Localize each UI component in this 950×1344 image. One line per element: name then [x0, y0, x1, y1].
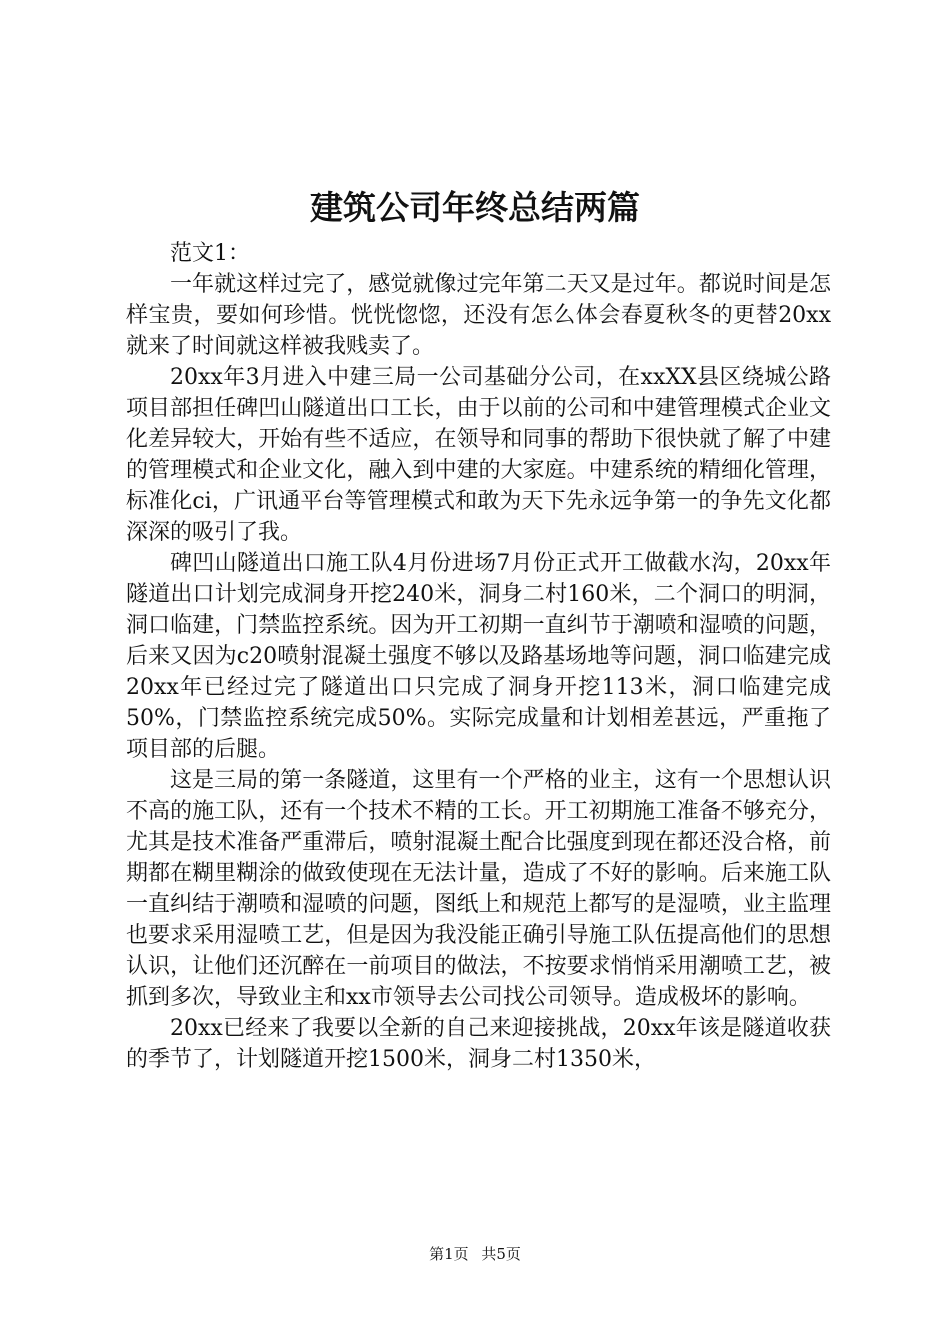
page-total: 共5页 [481, 1245, 521, 1263]
document-title: 建筑公司年终总结两篇 [310, 188, 640, 227]
paragraph: 20xx年3月进入中建三局一公司基础分公司，在xxXX县区绕城公路项目部担任碑凹山隧道出口工长，由于以前的公司和中建管理模式企业文化差异较大，开始有些不适应，在领导和同事的帮助下很快就了解了中建的管理模式和企业文化，融入到中建的大家庭。中建系统的精细化管理，标准化ci，广讯通平台等管理模式和敢为天下先永远争第一的争先文化都深深的吸引了我。 [126, 365, 831, 545]
paragraph: 碑凹山隧道出口施工队4月份进场7月份正式开工做截水沟，20xx年隧道出口计划完成洞身开挖240米，洞身二村160米，二个洞口的明洞，洞口临建，门禁监控系统。因为开工初期一直纠节于潮喷和湿喷的问题，后来又因为c20喷射混凝土强度不够以及路基场地等问题，洞口临建完成20xx年已经过完了隧道出口只完成了洞身开挖113米，洞口临建完成50%，门禁监控系统完成50%。实际完成量和计划相差甚远，严重拖了项目部的后腿。 [126, 551, 831, 762]
paragraph-heading: 范文1： [170, 241, 250, 266]
paragraph: 20xx已经来了我要以全新的自己来迎接挑战，20xx年该是隧道收获的季节了，计划隧道开挖1500米，洞身二村1350米， [126, 1016, 831, 1072]
paragraph: 一年就这样过完了，感觉就像过完年第二天又是过年。都说时间是怎样宝贵，要如何珍惜。恍恍惚惚，还没有怎么体会春夏秋冬的更替20xx就来了时间就这样被我贱卖了。 [126, 272, 831, 359]
paragraph: 这是三局的第一条隧道，这里有一个严格的业主，这有一个思想认识不高的施工队，还有一个技术不精的工长。开工初期施工准备不够充分，尤其是技术准备严重滞后，喷射混凝土配合比强度到现在都还没合格，前期都在糊里糊涂的做致使现在无法计量，造成了不好的影响。后来施工队一直纠结于潮喷和湿喷的问题，图纸上和规范上都写的是湿喷，业主监理也要求采用湿喷工艺，但是因为我没能正确引导施工队伍提高他们的思想认识，让他们还沉醉在一前项目的做法，不按要求悄悄采用潮喷工艺，被抓到多次，导致业主和xx市领导去公司找公司领导。造成极坏的影响。 [126, 768, 831, 1010]
page-footer [0, 1244, 950, 1264]
document-body [126, 238, 831, 1075]
page-number: 第1页 [429, 1245, 469, 1263]
